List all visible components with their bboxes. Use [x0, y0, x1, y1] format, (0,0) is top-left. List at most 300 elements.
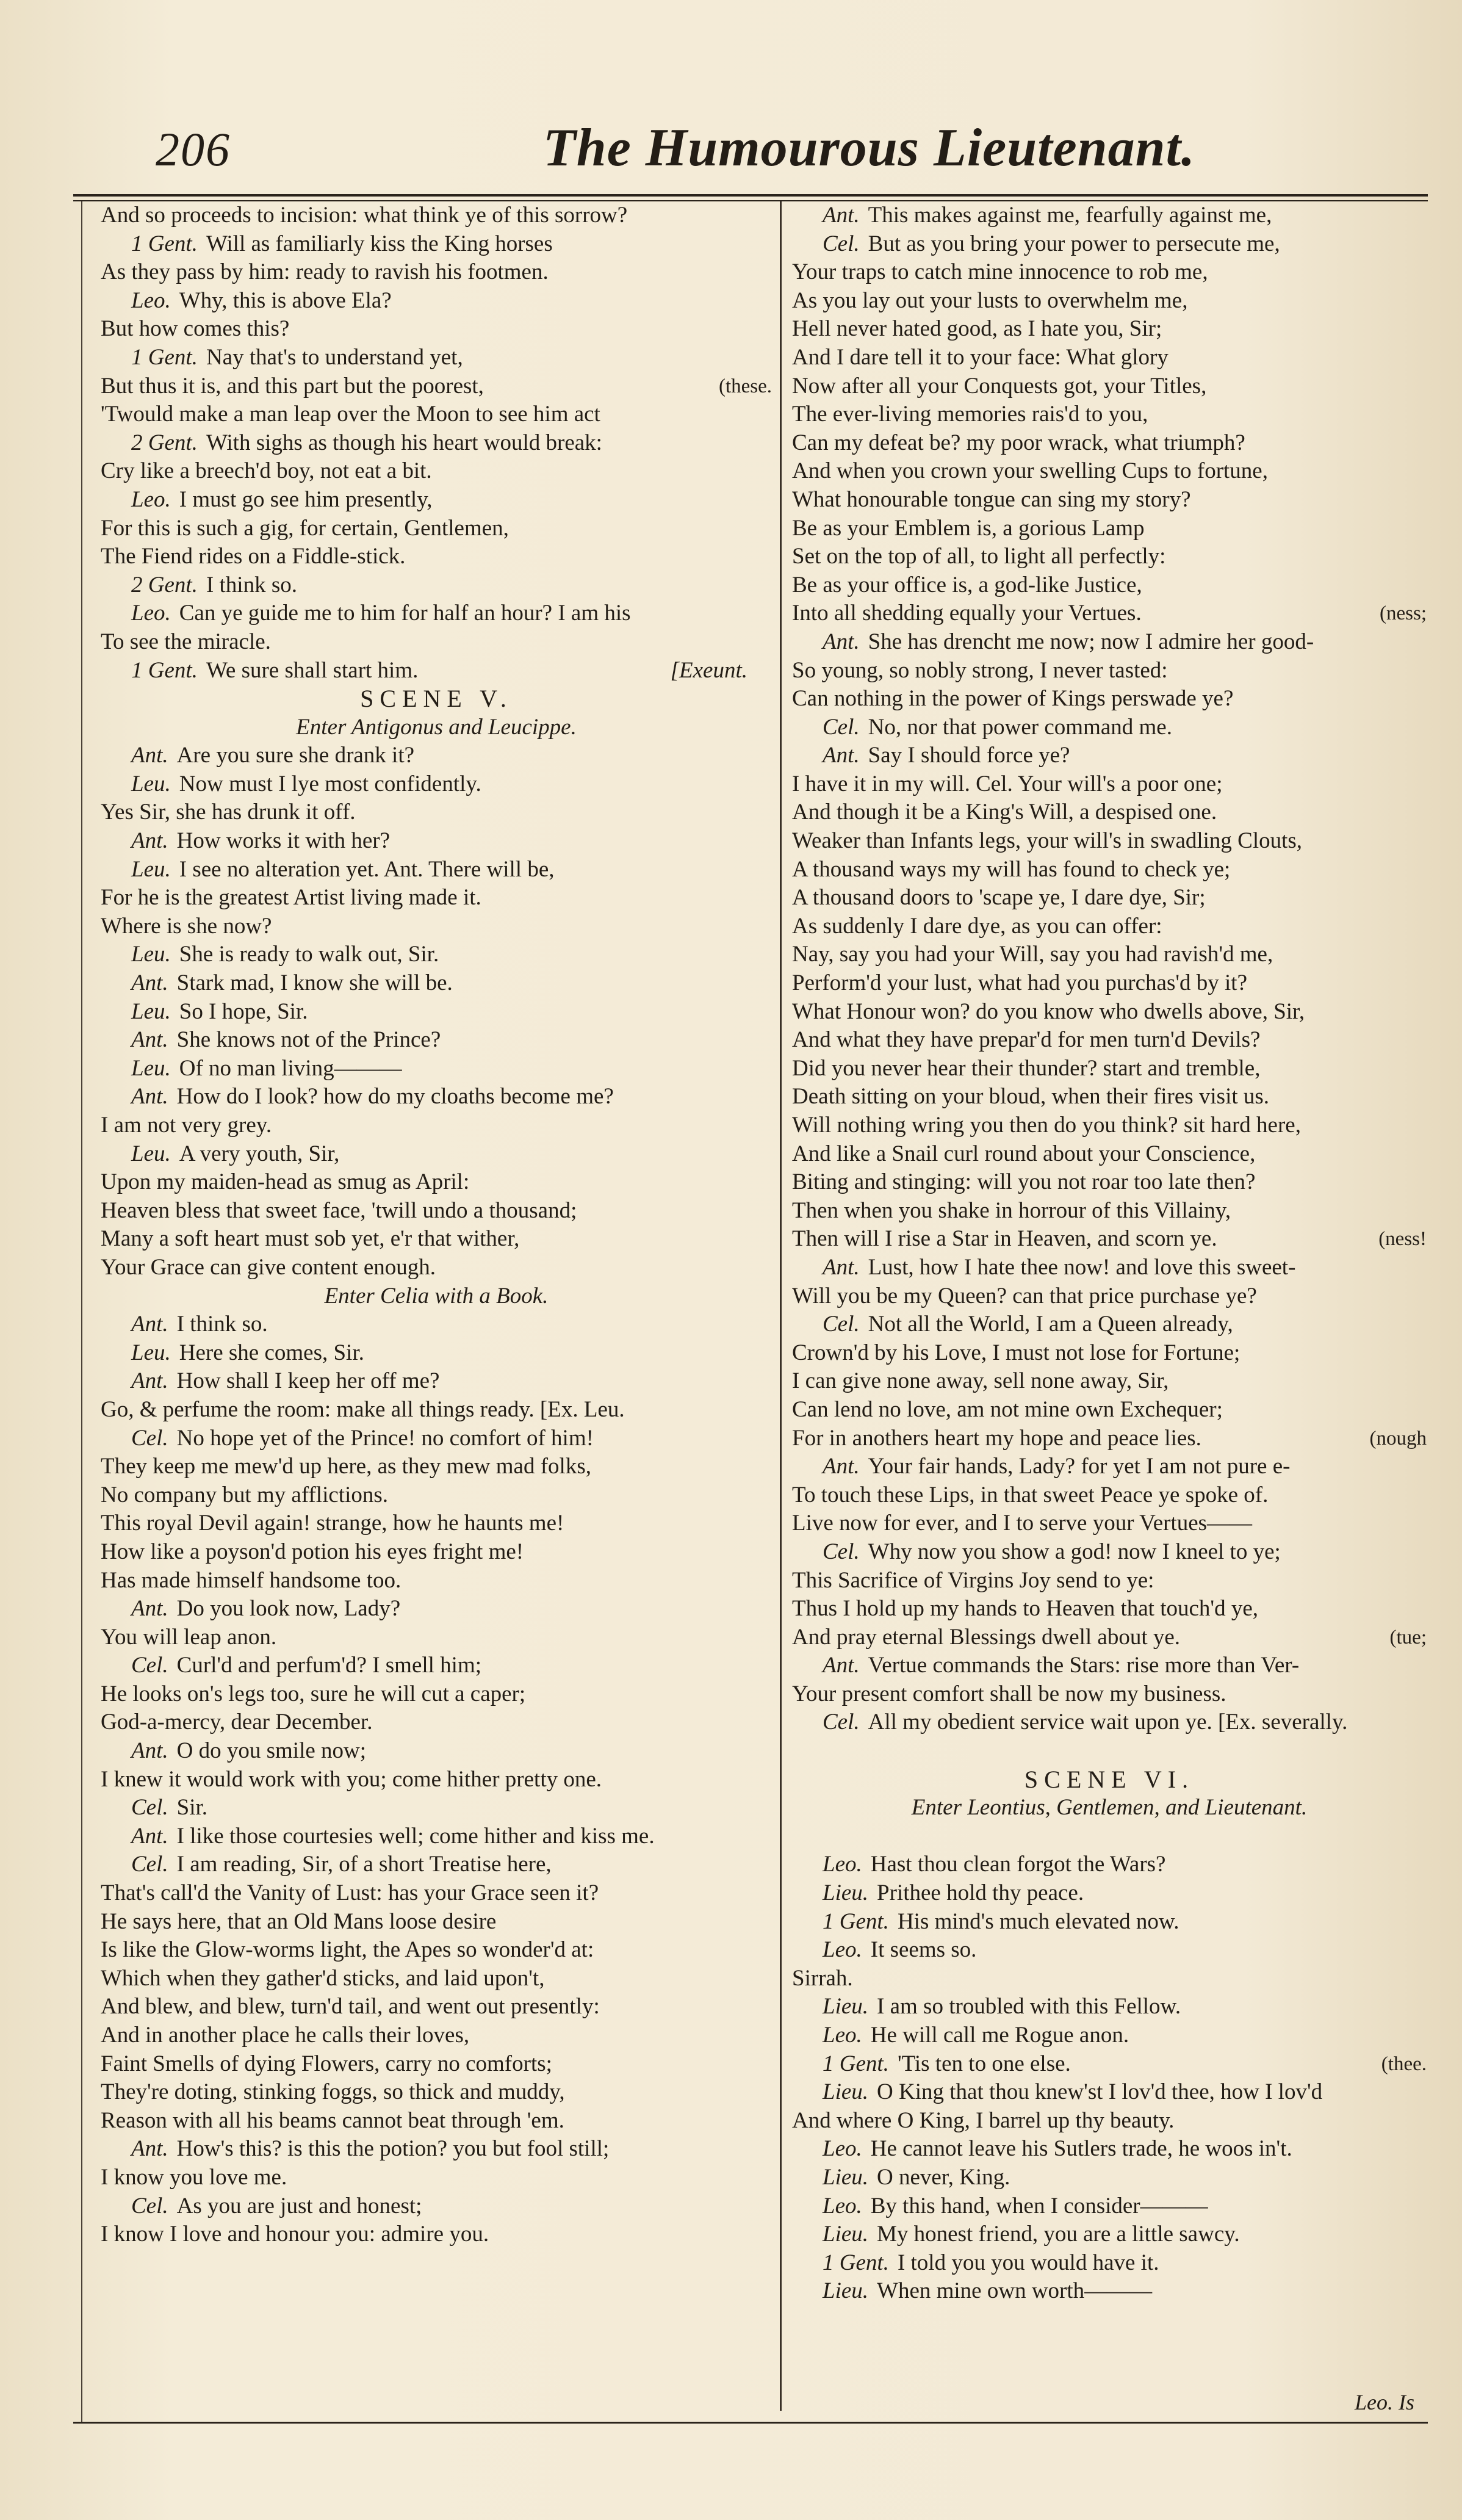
speaker-prefix: Leu.	[131, 942, 171, 967]
verse-line	[792, 1481, 1427, 1510]
blank-line	[792, 1822, 1427, 1851]
stage-direction: Enter Celia with a Book.	[324, 1283, 549, 1309]
verse-text: Vertue commands the Stars: rise more than Ver-	[868, 1653, 1300, 1678]
verse-line	[101, 1254, 772, 1282]
verse-text: To touch these Lips, in that sweet Peace ye spoke of.	[792, 1482, 1269, 1507]
speaker-prefix: Ant.	[131, 1084, 168, 1110]
verse-text: Of no man living———	[179, 1055, 402, 1081]
speaker-prefix: Lieu.	[823, 2164, 869, 2190]
verse-text: Say I should force ye?	[868, 743, 1070, 768]
turnover-word: (tue;	[1389, 1626, 1427, 1648]
verse-text: He cannot leave his Sutlers trade, he woos in't.	[870, 2136, 1292, 2162]
speech-line	[792, 1908, 1427, 1937]
verse-text: I am not very grey.	[101, 1113, 272, 1138]
speech-line	[792, 742, 1427, 770]
speech-line	[101, 1794, 772, 1822]
verse-text: But thus it is, and this part but the poorest,	[101, 373, 484, 399]
verse-text: I must go see him presently,	[179, 486, 433, 512]
verse-line	[792, 912, 1427, 941]
verse-line	[101, 1908, 772, 1937]
speaker-prefix: Leu.	[131, 1141, 171, 1166]
verse-line	[101, 1453, 772, 1481]
verse-text: To see the miracle.	[101, 629, 271, 654]
verse-line	[101, 1879, 772, 1908]
turnover-word: (ness;	[1380, 602, 1427, 625]
speaker-prefix: Leo.	[823, 2193, 862, 2219]
speech-line	[101, 998, 772, 1027]
verse-text: Thus I hold up my hands to Heaven that touch'd ye,	[792, 1596, 1258, 1622]
verse-text: They're doting, stinking foggs, so thick and muddy,	[101, 2079, 565, 2105]
verse-text: My honest friend, you are a little sawcy.	[877, 2222, 1240, 2247]
verse-text: How like a poyson'd potion his eyes fright me!	[101, 1539, 524, 1564]
verse-line	[792, 1424, 1427, 1453]
verse-text: No company but my afflictions.	[101, 1482, 388, 1507]
verse-line	[792, 1367, 1427, 1396]
verse-text: This royal Devil again! strange, how he haunts me!	[101, 1511, 564, 1536]
speaker-prefix: Lieu.	[823, 1994, 869, 2020]
verse-line	[101, 315, 772, 344]
verse-line	[101, 2021, 772, 2050]
verse-text: Weaker than Infants legs, your will's in swadling Clouts,	[792, 828, 1303, 854]
verse-line	[792, 685, 1427, 713]
verse-text: So young, so nobly strong, I never tasted:	[792, 657, 1168, 683]
verse-text: A very youth, Sir,	[179, 1141, 340, 1166]
verse-text: And like a Snail curl round about your Conscience,	[792, 1141, 1256, 1166]
verse-text: Sirrah.	[792, 1965, 853, 1991]
verse-line	[101, 1936, 772, 1965]
verse-text: I know I love and honour you: admire you.	[101, 2222, 489, 2247]
speech-line	[101, 1310, 772, 1339]
verse-text: Nay that's to understand yet,	[206, 344, 463, 370]
page-header	[104, 98, 1446, 183]
verse-text: Upon my maiden-head as smug as April:	[101, 1169, 470, 1195]
verse-line	[792, 599, 1427, 628]
speech-line	[101, 1652, 772, 1680]
verse-text: Can my defeat be? my poor wrack, what triumph?	[792, 430, 1245, 455]
verse-text: For this is such a gig, for certain, Gentlemen,	[101, 515, 509, 541]
verse-text: O King that thou knew'st I lov'd thee, how I lov'd	[877, 2079, 1323, 2105]
speech-line	[101, 1026, 772, 1055]
verse-line	[101, 1197, 772, 1226]
verse-text: And I dare tell it to your face: What glory	[792, 344, 1169, 370]
speaker-prefix: Lieu.	[823, 2278, 869, 2304]
speaker-prefix: Lieu.	[823, 1880, 869, 1906]
verse-text: For he is the greatest Artist living made it.	[101, 885, 481, 911]
verse-line	[101, 884, 772, 912]
verse-text: Will as familiarly kiss the King horses	[206, 231, 553, 256]
speaker-prefix: Leu.	[131, 771, 171, 796]
speech-line	[101, 344, 772, 372]
verse-line	[101, 1111, 772, 1140]
verse-text: Be as your office is, a god-like Justice,	[792, 572, 1142, 598]
verse-line	[101, 400, 772, 429]
speaker-prefix: Cel.	[823, 1539, 860, 1564]
verse-line	[101, 2078, 772, 2107]
verse-text: And though it be a King's Will, a despised one.	[792, 800, 1217, 825]
verse-text: Which when they gather'd sticks, and laid upon't,	[101, 1965, 545, 1991]
verse-line	[792, 856, 1427, 884]
verse-text: Is like the Glow-worms light, the Apes so wonder'd at:	[101, 1937, 594, 1963]
verse-text: I know you love me.	[101, 2164, 287, 2190]
speech-line	[101, 1424, 772, 1453]
verse-text: A thousand doors to 'scape ye, I dare dye, Sir;	[792, 885, 1206, 911]
speech-line	[101, 1367, 772, 1396]
verse-line	[101, 1680, 772, 1709]
blank-line	[792, 1737, 1427, 1766]
verse-line	[792, 1680, 1427, 1709]
verse-line	[792, 1396, 1427, 1424]
verse-line	[792, 372, 1427, 401]
speaker-prefix: Leo.	[131, 601, 171, 626]
speaker-prefix: Ant.	[131, 743, 168, 768]
speaker-prefix: Cel.	[823, 231, 860, 256]
verse-line	[792, 1197, 1427, 1226]
verse-line	[792, 486, 1427, 514]
verse-line	[792, 1282, 1427, 1311]
verse-line	[792, 2107, 1427, 2136]
speech-line	[101, 827, 772, 856]
verse-text: Why now you show a god! now I kneel to ye;	[868, 1539, 1281, 1564]
speech-line	[101, 1339, 772, 1368]
speaker-prefix: Ant.	[823, 629, 860, 654]
verse-text: Yes Sir, she has drunk it off.	[101, 800, 356, 825]
verse-line	[101, 912, 772, 941]
verse-text: Hell never hated good, as I hate you, Sir;	[792, 316, 1162, 342]
verse-line	[792, 1055, 1427, 1083]
speaker-prefix: 1 Gent.	[823, 2051, 889, 2076]
speech-line	[101, 230, 772, 259]
verse-text: Cry like a breech'd boy, not eat a bit.	[101, 458, 432, 484]
verse-text: How shall I keep her off me?	[176, 1368, 440, 1394]
speech-line	[792, 2078, 1427, 2107]
verse-text: She has drencht me now; now I admire her good-	[868, 629, 1314, 654]
verse-line	[101, 258, 772, 287]
speaker-prefix: Leo.	[823, 1852, 862, 1877]
verse-text: But how comes this?	[101, 316, 290, 342]
speech-line	[792, 713, 1427, 742]
speech-line	[792, 2050, 1427, 2079]
verse-text: That's call'd the Vanity of Lust: has your Grace seen it?	[101, 1880, 599, 1906]
speech-line	[101, 429, 772, 458]
speaker-prefix: Ant.	[131, 828, 168, 854]
speech-line	[101, 599, 772, 628]
verse-text: Many a soft heart must sob yet, e'r that wither,	[101, 1226, 520, 1252]
verse-text: Can ye guide me to him for half an hour? I am his	[179, 601, 631, 626]
verse-text: Now must I lye most confidently.	[179, 771, 481, 796]
speech-line	[101, 1055, 772, 1083]
verse-text: Will you be my Queen? can that price purchase ye?	[792, 1283, 1257, 1309]
verse-text: O never, King.	[877, 2164, 1010, 2190]
speech-line	[792, 1879, 1427, 1908]
verse-text: By this hand, when I consider———	[870, 2193, 1208, 2219]
verse-text: Death sitting on your bloud, when their fires visit us.	[792, 1084, 1270, 1110]
verse-line	[792, 657, 1427, 685]
speech-line	[101, 1140, 772, 1169]
verse-line	[792, 1509, 1427, 1538]
verse-text: Go, & perfume the room: make all things ready. [Ex. Leu.	[101, 1396, 625, 1422]
verse-line	[792, 315, 1427, 344]
verse-text: Your Grace can give content enough.	[101, 1254, 436, 1280]
verse-line	[101, 1993, 772, 2021]
verse-text: Lust, how I hate thee now! and love this sweet-	[868, 1254, 1296, 1280]
speech-line	[101, 1595, 772, 1623]
verse-text: Heaven bless that sweet face, 'twill undo a thousand;	[101, 1197, 577, 1223]
verse-text: 'Twould make a man leap over the Moon to see him act	[101, 402, 600, 427]
verse-line	[792, 998, 1427, 1027]
verse-text: Will nothing wring you then do you think? sit hard here,	[792, 1113, 1301, 1138]
speaker-prefix: Cel.	[823, 1312, 860, 1337]
verse-text: All my obedient service wait upon ye. [Ex. severally.	[868, 1709, 1348, 1735]
speech-line	[101, 742, 772, 770]
verse-text: Faint Smells of dying Flowers, carry no comforts;	[101, 2051, 552, 2076]
verse-text: Why, this is above Ela?	[179, 287, 392, 313]
verse-text: I told you you would have it.	[897, 2250, 1159, 2275]
verse-line	[792, 514, 1427, 543]
verse-text: But as you bring your power to persecute me,	[868, 231, 1280, 256]
verse-text: She knows not of the Prince?	[176, 1027, 441, 1053]
verse-line	[101, 1965, 772, 1993]
verse-text: Not all the World, I am a Queen already,	[868, 1312, 1233, 1337]
verse-text: This makes against me, fearfully against me,	[868, 203, 1272, 228]
verse-text: I like those courtesies well; come hither and kiss me.	[176, 1823, 655, 1849]
header-rule	[73, 194, 1428, 197]
column-divider	[780, 201, 782, 2411]
verse-line	[792, 344, 1427, 372]
turnover-word: (thee.	[1381, 2052, 1427, 2075]
verse-text: Hast thou clean forgot the Wars?	[870, 1852, 1166, 1877]
verse-line	[101, 1396, 772, 1424]
verse-text: And where O King, I barrel up thy beauty.	[792, 2107, 1175, 2133]
speaker-prefix: 2 Gent.	[131, 572, 198, 598]
verse-text: You will leap anon.	[101, 1624, 277, 1650]
verse-text: The ever-living memories rais'd to you,	[792, 402, 1148, 427]
verse-line	[101, 1623, 772, 1652]
verse-line	[792, 1595, 1427, 1623]
verse-line	[792, 1026, 1427, 1055]
verse-line	[792, 1083, 1427, 1111]
verse-text: Be as your Emblem is, a gorious Lamp	[792, 515, 1145, 541]
speech-line	[101, 287, 772, 316]
verse-text: Now after all your Conquests got, your Titles,	[792, 373, 1207, 399]
speech-line	[101, 1822, 772, 1851]
verse-text: I am reading, Sir, of a short Treatise here,	[176, 1852, 552, 1877]
speaker-prefix: Leu.	[131, 998, 171, 1024]
speaker-prefix: Ant.	[131, 1027, 168, 1053]
verse-text: How's this? is this the potion? you but fool still;	[176, 2136, 610, 2162]
verse-text: Crown'd by his Love, I must not lose for Fortune;	[792, 1340, 1241, 1365]
verse-line	[792, 1225, 1427, 1254]
verse-text: It seems so.	[870, 1937, 977, 1963]
turnover-word: (these.	[718, 375, 772, 397]
verse-text: His mind's much elevated now.	[897, 1908, 1179, 1934]
speaker-prefix: 1 Gent.	[131, 231, 198, 256]
verse-text: Then when you shake in horrour of this Villainy,	[792, 1197, 1231, 1223]
verse-line	[792, 258, 1427, 287]
verse-text: When mine own worth———	[877, 2278, 1153, 2304]
speaker-prefix: Ant.	[823, 1254, 860, 1280]
verse-text: Into all shedding equally your Vertues.	[792, 601, 1142, 626]
verse-line	[101, 1481, 772, 1510]
verse-line	[101, 1225, 772, 1254]
verse-text: Are you sure she drank it?	[176, 743, 415, 768]
verse-line	[101, 798, 772, 827]
verse-text: O do you smile now;	[176, 1738, 367, 1764]
verse-text: How do I look? how do my cloaths become me?	[176, 1084, 614, 1110]
speech-line	[101, 486, 772, 514]
speech-line	[792, 1453, 1427, 1481]
speech-line	[101, 940, 772, 969]
verse-text: This Sacrifice of Virgins Joy send to ye:	[792, 1567, 1154, 1593]
running-title: The Humourous Lieutenant.	[543, 118, 1196, 178]
speech-line	[792, 2135, 1427, 2164]
speaker-prefix: Lieu.	[823, 2222, 869, 2247]
right-text-column	[792, 201, 1427, 2411]
stage-direction: Enter Antigonus and Leucippe.	[296, 714, 577, 740]
verse-text: As you are just and honest;	[176, 2193, 422, 2219]
verse-text: Prithee hold thy peace.	[877, 1880, 1084, 1906]
verse-text: Set on the top of all, to light all perfectly:	[792, 544, 1166, 569]
verse-text: I think so.	[206, 572, 297, 598]
speaker-prefix: 1 Gent.	[131, 344, 198, 370]
verse-line	[101, 201, 772, 230]
verse-text: So I hope, Sir.	[179, 998, 308, 1024]
footer-rule	[73, 2422, 1428, 2424]
scene-heading: SCENE VI.	[1024, 1765, 1195, 1793]
speech-line	[792, 2277, 1427, 2306]
verse-text: And when you crown your swelling Cups to fortune,	[792, 458, 1268, 484]
verse-text: Your present comfort shall be now my business.	[792, 1681, 1226, 1706]
verse-text: Perform'd your lust, what had you purchas'd by it?	[792, 970, 1247, 996]
speech-line	[792, 1936, 1427, 1965]
verse-text: I have it in my will. Cel. Your will's a poor one;	[792, 771, 1223, 796]
verse-text: Here she comes, Sir.	[179, 1340, 364, 1365]
verse-line	[792, 1965, 1427, 1993]
speech-line	[101, 1737, 772, 1766]
verse-line	[792, 770, 1427, 799]
verse-text: They keep me mew'd up here, as they mew mad folks,	[101, 1454, 591, 1479]
speaker-prefix: Ant.	[823, 1454, 860, 1479]
speaker-prefix: Leu.	[131, 1340, 171, 1365]
verse-text: And pray eternal Blessings dwell about ye.	[792, 1624, 1181, 1650]
speaker-prefix: Ant.	[131, 1368, 168, 1394]
verse-text: As they pass by him: ready to ravish his footmen.	[101, 259, 549, 285]
speech-line	[101, 770, 772, 799]
speech-line	[101, 2192, 772, 2221]
speaker-prefix: Ant.	[131, 1738, 168, 1764]
speech-line	[792, 201, 1427, 230]
speech-line	[792, 2164, 1427, 2192]
speech-line	[792, 2220, 1427, 2249]
speaker-prefix: Cel.	[131, 1852, 168, 1877]
verse-text: No hope yet of the Prince! no comfort of him!	[176, 1425, 594, 1451]
speech-line	[792, 230, 1427, 259]
verse-line	[101, 543, 772, 571]
verse-line	[792, 543, 1427, 571]
verse-line	[792, 400, 1427, 429]
verse-line	[792, 429, 1427, 458]
speaker-prefix: Leo.	[131, 287, 171, 313]
speech-line	[792, 1652, 1427, 1680]
verse-line	[101, 2220, 772, 2249]
verse-text: Biting and stinging: will you not roar too late then?	[792, 1169, 1256, 1195]
verse-line	[792, 1140, 1427, 1169]
verse-text: Your fair hands, Lady? for yet I am not pure e-	[868, 1454, 1291, 1479]
verse-line	[101, 1168, 772, 1197]
verse-text: God-a-mercy, dear December.	[101, 1709, 373, 1735]
verse-text: Can lend no love, am not mine own Exchequer;	[792, 1396, 1223, 1422]
verse-text: Did you never hear their thunder? start and tremble,	[792, 1055, 1261, 1081]
speaker-prefix: Cel.	[131, 2193, 168, 2219]
speaker-prefix: 1 Gent.	[823, 1908, 889, 1934]
speech-line	[792, 1708, 1427, 1737]
speaker-prefix: Ant.	[823, 203, 860, 228]
verse-line	[101, 1567, 772, 1595]
speech-line	[792, 2192, 1427, 2221]
verse-line	[101, 1538, 772, 1567]
verse-line	[792, 287, 1427, 316]
speaker-prefix: Leu.	[131, 856, 171, 882]
scene-heading: SCENE V.	[360, 685, 513, 713]
verse-line	[101, 372, 772, 401]
verse-line	[792, 1567, 1427, 1595]
verse-text: 'Tis ten to one else.	[897, 2051, 1071, 2076]
verse-text: He will call me Rogue anon.	[870, 2023, 1129, 2048]
speaker-prefix: 1 Gent.	[823, 2250, 889, 2275]
speaker-prefix: Leo.	[823, 1937, 862, 1963]
verse-text: Nay, say you had your Will, say you had ravish'd me,	[792, 942, 1273, 967]
speech-line	[101, 969, 772, 998]
verse-line	[792, 884, 1427, 912]
verse-text: I think so.	[176, 1312, 268, 1337]
speaker-prefix: Lieu.	[823, 2079, 869, 2105]
speech-line	[792, 1538, 1427, 1567]
verse-text: Live now for ever, and I to serve your Vertues——	[792, 1511, 1253, 1536]
speaker-prefix: Ant.	[131, 2136, 168, 2162]
verse-line	[792, 969, 1427, 998]
verse-text: I see no alteration yet. Ant. There will be,	[179, 856, 555, 882]
speech-line	[101, 1850, 772, 1879]
exit-direction: [Exeunt.	[670, 657, 747, 683]
verse-line	[101, 2164, 772, 2192]
verse-text: What honourable tongue can sing my story?	[792, 486, 1191, 512]
left-margin-rule	[81, 201, 82, 2423]
speaker-prefix: Ant.	[131, 1823, 168, 1849]
verse-text: I knew it would work with you; come hither pretty one.	[101, 1766, 602, 1792]
stage-direction: Enter Leontius, Gentlemen, and Lieutenant.	[911, 1795, 1308, 1821]
verse-line	[792, 1168, 1427, 1197]
speaker-prefix: Leu.	[131, 1055, 171, 1081]
page-number: 206	[156, 123, 231, 176]
verse-line	[792, 1111, 1427, 1140]
verse-text: As you lay out your lusts to overwhelm me,	[792, 287, 1188, 313]
speaker-prefix: Cel.	[131, 1425, 168, 1451]
speaker-prefix: Ant.	[823, 1653, 860, 1678]
verse-text: He looks on's legs too, sure he will cut a caper;	[101, 1681, 526, 1706]
speaker-prefix: Leo.	[823, 2023, 862, 2048]
speech-line	[101, 1083, 772, 1111]
speaker-prefix: Ant.	[131, 1312, 168, 1337]
verse-text: With sighs as though his heart would break:	[206, 430, 602, 455]
verse-line	[792, 571, 1427, 600]
speaker-prefix: Cel.	[823, 714, 860, 740]
verse-text: Sir.	[176, 1795, 208, 1821]
speaker-prefix: Ant.	[131, 970, 168, 996]
speaker-prefix: Cel.	[131, 1653, 168, 1678]
verse-line	[792, 1623, 1427, 1652]
verse-text: And blew, and blew, turn'd tail, and went out presently:	[101, 1994, 600, 2020]
verse-line	[101, 2050, 772, 2079]
verse-text: Do you look now, Lady?	[176, 1596, 401, 1622]
